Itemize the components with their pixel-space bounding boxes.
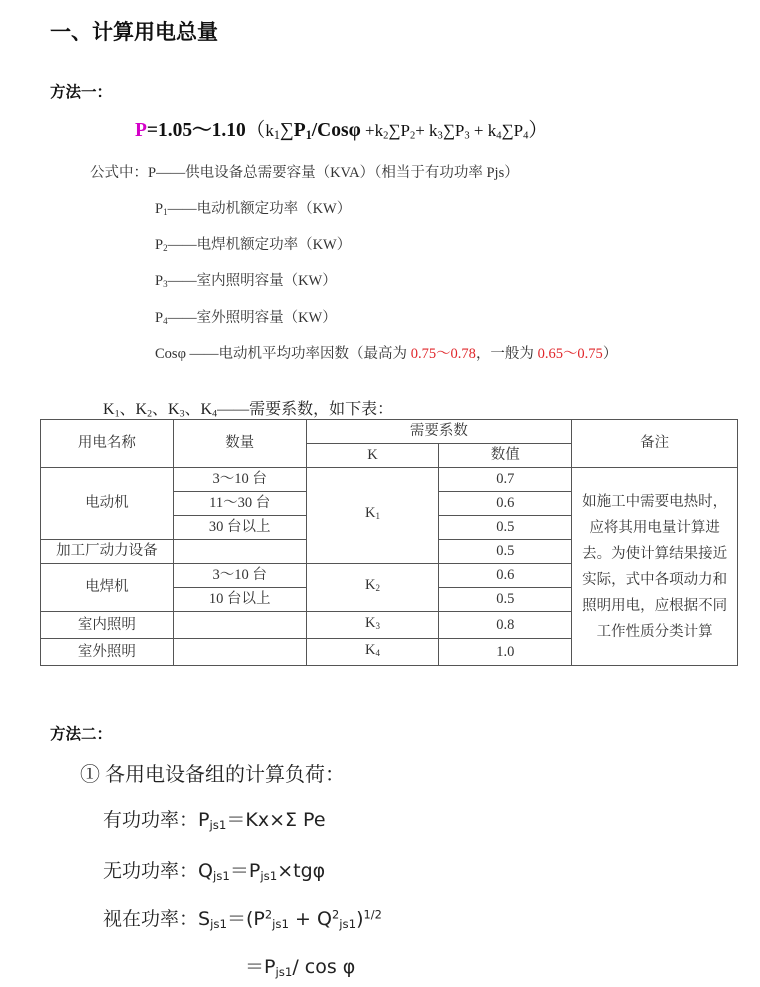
page-title: 一、计算用电总量 xyxy=(50,20,218,44)
cell-value: 0.8 xyxy=(439,612,572,639)
method1-label: 方法一： xyxy=(50,83,113,101)
cell-qty xyxy=(173,612,306,639)
cell-value: 0.6 xyxy=(439,492,572,516)
method2-label: 方法二： xyxy=(50,725,113,743)
definition-p: 公式中：P——供电设备总需要容量（KVA）（相当于有功功率 Pjs） xyxy=(90,165,519,181)
cell-motor: 电动机 xyxy=(41,468,174,540)
demand-coefficient-table xyxy=(40,419,738,666)
cell-qty xyxy=(173,540,306,564)
cell-qty: 3～10 台 xyxy=(173,468,306,492)
apparent-power-alt-formula: $=P_{js1}/$ cos φ xyxy=(245,956,356,979)
cell-value: 0.5 xyxy=(439,540,572,564)
formula-p-symbol: P xyxy=(135,120,147,141)
cell-k3: $K_3$ xyxy=(306,612,439,639)
k-caption: $K_1$、$K_2$、$K_3$、$K_4——$需要系数，如下表： xyxy=(103,401,394,420)
header-note: 备注 xyxy=(572,420,738,468)
definition-p2: $P_2——$电焊机额定功率（KW） xyxy=(155,237,352,254)
definition-p3: $P_3——$室内照明容量（KW） xyxy=(155,273,337,290)
cell-value: 1.0 xyxy=(439,639,572,666)
cell-k4: $K_4$ xyxy=(306,639,439,666)
cell-note: 如施工中需要电热时，应将其用电量计算进去。为使计算结果接近实际，式中各项动力和照明用电，应根据不同工作性质分类计算 xyxy=(572,468,738,666)
table-row xyxy=(41,468,738,492)
reactive-power-formula: 无功功率：$Q_{js1}=P_{js1}\times tg\varphi$ xyxy=(103,860,326,883)
cell-qty xyxy=(173,639,306,666)
cell-qty: 30 台以上 xyxy=(173,516,306,540)
cell-welder: 电焊机 xyxy=(41,564,174,612)
definition-p1: $P_1——$电动机额定功率（KW） xyxy=(155,201,352,218)
cell-qty: 10 台以上 xyxy=(173,588,306,612)
method2-item1: ① 各用电设备组的计算负荷： xyxy=(80,764,345,786)
cell-value: 0.7 xyxy=(439,468,572,492)
cell-value: 0.6 xyxy=(439,564,572,588)
cell-plant: 加工厂动力设备 xyxy=(41,540,174,564)
cell-qty: 11～30 台 xyxy=(173,492,306,516)
header-name: 用电名称 xyxy=(41,420,174,468)
cos-typical-range: 0.65～0.75 xyxy=(537,346,603,362)
header-k: K xyxy=(306,444,439,468)
cell-indoor: 室内照明 xyxy=(41,612,174,639)
cell-k1: $K_1$ xyxy=(306,468,439,564)
cell-outdoor: 室外照明 xyxy=(41,639,174,666)
cell-value: 0.5 xyxy=(439,516,572,540)
active-power-formula: 有功功率：$P_{js1}=Kx\times\Sigma$ Pe xyxy=(103,809,326,832)
definition-cos-phi: Cosφ ——电动机平均功率因数（最高为 0.75～0.78，一般为 0.65～0.75） xyxy=(155,346,618,362)
cell-k2: $K_2$ xyxy=(306,564,439,612)
definition-p4: $P_4——$室外照明容量（KW） xyxy=(155,310,337,327)
header-quantity: 数量 xyxy=(173,420,306,468)
cell-qty: 3～10 台 xyxy=(173,564,306,588)
table-header-row xyxy=(41,420,738,444)
header-coefficient: 需要系数 xyxy=(306,420,572,444)
apparent-power-formula: 视在功率：$S_{js1}=(P^2_{js1} + Q^2_{js1})^{1/2}$ xyxy=(103,907,382,931)
header-value: 数值 xyxy=(439,444,572,468)
cell-value: 0.5 xyxy=(439,588,572,612)
formula-total-power: $P=1.05\sim 1.10(k_1\sum P_1$/Cosφ $+k_2\sum P_2+ k_3\sum P_3 + k_4\sum P_4$） xyxy=(135,120,548,143)
cos-max-range: 0.75～0.78 xyxy=(410,346,476,362)
